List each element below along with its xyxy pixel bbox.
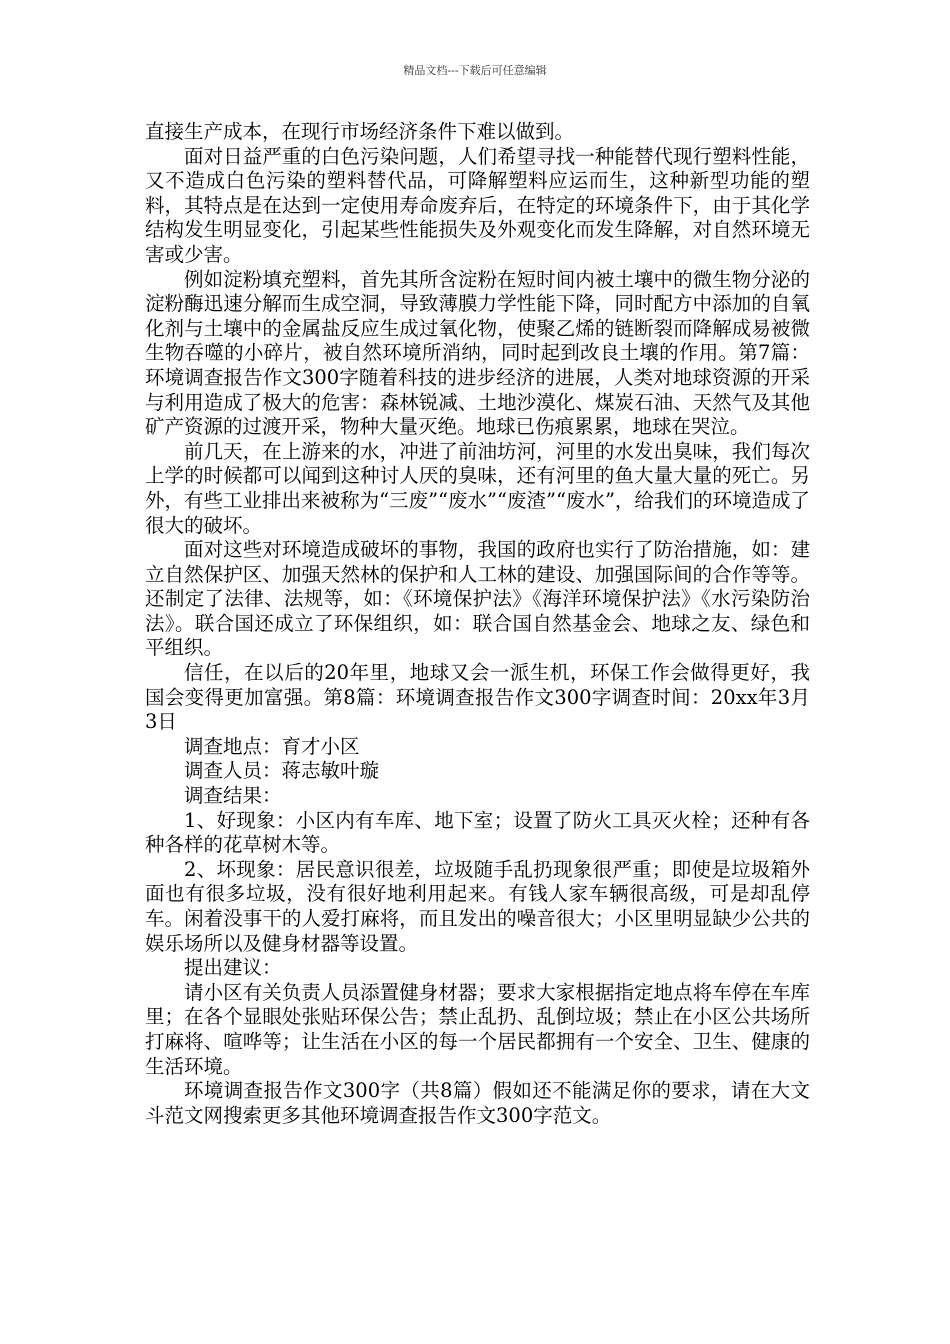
paragraph: 调查人员：蒋志敏叶璇 <box>184 759 380 783</box>
document-body <box>145 120 810 1128</box>
paragraph: 提出建议： <box>184 956 282 980</box>
paragraph: 环境调查报告作文300字（共8篇）假如还不能满足你的要求，请在大文斗范文网搜索更多其他环境调查报告作文300字范文。 <box>145 1079 810 1127</box>
page-header: 精品文档---下载后可任意编辑 <box>403 64 547 77</box>
paragraph: 直接生产成本，在现行市场经济条件下难以做到。 <box>145 120 575 143</box>
paragraph: 例如淀粉填充塑料，首先其所含淀粉在短时间内被土壤中的微生物分泌的淀粉酶迅速分解而生成空洞，导致薄膜力学性能下降，同时配方中添加的自氧化剂与土壤中的金属盐反应生成过氧化物，使聚乙烯的链断裂而降解成易被微生物吞噬的小碎片，被自然环境所消纳，同时起到改良土壤的作用。第7篇：环境调查报告作文300字随着科技的进步经济的进展，人类对地球资源的开采与利用造成了极大的危害：森林锐减、土地沙漠化、煤炭石油、天然气及其他矿产资源的过渡开采，物种大量灭绝。地球已伤痕累累，地球在哭泣。 <box>145 267 810 439</box>
paragraph: 面对这些对环境造成破坏的事物，我国的政府也实行了防治措施，如：建立自然保护区、加强天然林的保护和人工林的建设、加强国际间的合作等等。还制定了法律、法规等，如：《环境保护法》《海洋环境保护法》《水污染防治法》。联合国还成立了环保组织，如：联合国自然基金会、地球之友、绿色和平组织。 <box>145 538 810 660</box>
paragraph: 前几天，在上游来的水，冲进了前油坊河，河里的水发出臭味，我们每次上学的时候都可以闻到这种讨人厌的臭味，还有河里的鱼大量大量的死亡。另外，有些工业排出来被称为“三废”“废水”“废渣”“废水”，给我们的环境造成了很大的破坏。 <box>145 439 810 537</box>
paragraph: 请小区有关负责人员添置健身材器；要求大家根据指定地点将车停在车库里；在各个显眼处张贴环保公告；禁止乱扔、乱倒垃圾；禁止在小区公共场所打麻将、喧哗等；让生活在小区的每一个居民都拥有一个安全、卫生、健康的生活环境。 <box>145 980 810 1078</box>
paragraph: 调查结果： <box>184 784 282 808</box>
paragraph: 面对日益严重的白色污染问题，人们希望寻找一种能替代现行塑料性能，又不造成白色污染的塑料替代品，可降解塑料应运而生，这种新型功能的塑料，其特点是在达到一定使用寿命废弃后，在特定的环境条件下，由于其化学结构发生明显变化，引起某些性能损失及外观变化而发生降解，对自然环境无害或少害。 <box>145 144 810 266</box>
paragraph: 调查地点：育才小区 <box>184 734 360 758</box>
paragraph: 信任，在以后的20年里，地球又会一派生机，环保工作会做得更好，我国会变得更加富强。第8篇：环境调查报告作文300字调查时间：20xx年3月3日 <box>145 661 810 734</box>
paragraph: 2、坏现象：居民意识很差，垃圾随手乱扔现象很严重；即使是垃圾箱外面也有很多垃圾，没有很好地利用起来。有钱人家车辆很高级，可是却乱停车。闲着没事干的人爱打麻将，而且发出的噪音很大；小区里明显缺少公共的娱乐场所以及健身材器等设置。 <box>145 857 810 955</box>
paragraph: 1、好现象：小区内有车库、地下室；设置了防火工具灭火栓；还种有各种各样的花草树木等。 <box>145 808 810 857</box>
